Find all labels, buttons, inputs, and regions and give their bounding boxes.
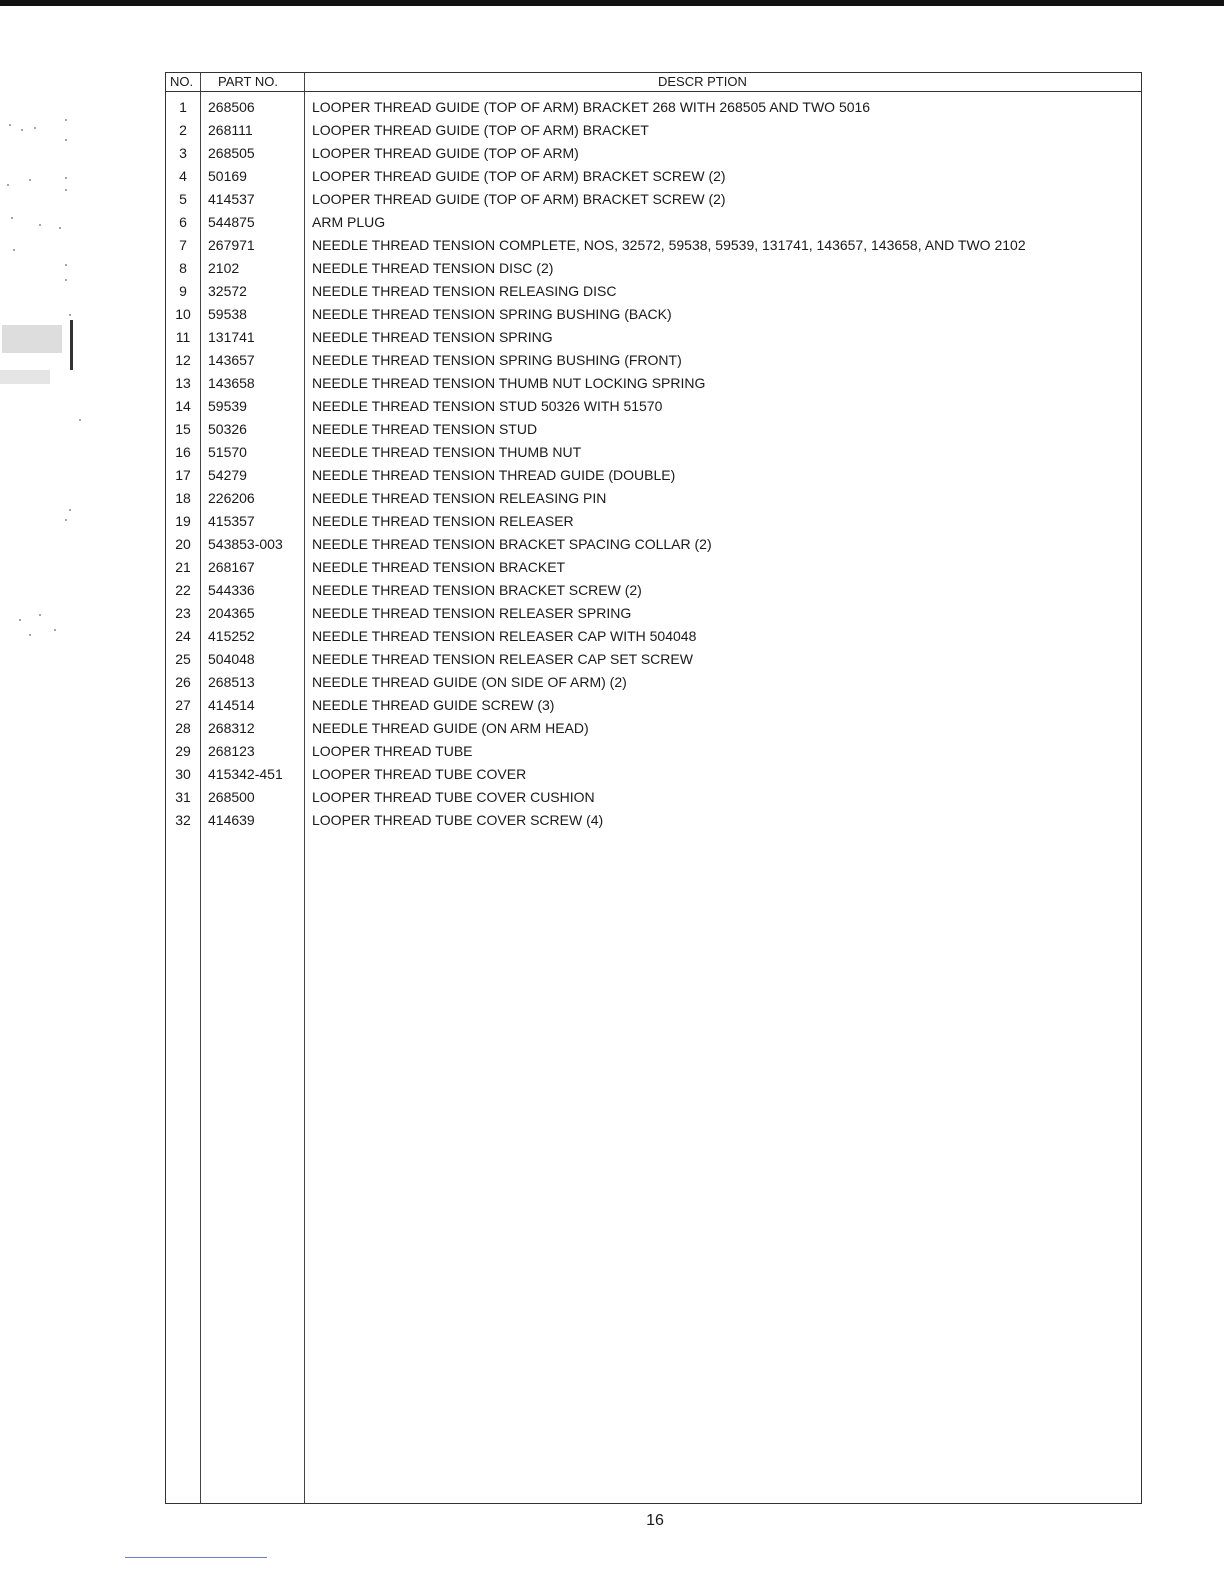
table-row	[166, 533, 1141, 556]
part-description: LOOPER THREAD GUIDE (TOP OF ARM) BRACKET SCREW (2)	[312, 191, 726, 207]
row-number: 8	[179, 260, 187, 276]
part-number: 50326	[208, 421, 247, 437]
row-number: 17	[175, 467, 191, 483]
row-number: 29	[175, 743, 191, 759]
parts-table	[165, 72, 1142, 1504]
part-number: 268167	[208, 559, 255, 575]
row-number: 9	[179, 283, 187, 299]
table-row	[166, 326, 1141, 349]
table-row	[166, 280, 1141, 303]
part-number: 544336	[208, 582, 255, 598]
part-description: LOOPER THREAD TUBE COVER SCREW (4)	[312, 812, 604, 828]
table-row	[166, 303, 1141, 326]
row-number: 30	[175, 766, 191, 782]
part-description: NEEDLE THREAD TENSION RELEASER CAP SET SCREW	[312, 651, 693, 667]
part-number: 415357	[208, 513, 255, 529]
page-number: 16	[646, 1512, 664, 1529]
part-description: ARM PLUG	[312, 214, 386, 230]
row-number: 21	[175, 559, 191, 575]
table-row	[166, 188, 1141, 211]
table-row	[166, 119, 1141, 142]
row-number: 1	[179, 99, 187, 115]
part-description: NEEDLE THREAD TENSION RELEASING DISC	[312, 283, 617, 299]
bottom-underline	[125, 1557, 267, 1558]
row-number: 32	[175, 812, 191, 828]
part-number: 268111	[208, 122, 253, 138]
part-number: 267971	[208, 237, 255, 253]
part-number: 226206	[208, 490, 255, 506]
row-number: 24	[175, 628, 191, 644]
scan-noise-artifacts	[0, 100, 90, 660]
row-number: 15	[175, 421, 191, 437]
part-description: NEEDLE THREAD TENSION SPRING BUSHING (BACK)	[312, 306, 672, 322]
table-row	[166, 372, 1141, 395]
part-description: LOOPER THREAD GUIDE (TOP OF ARM) BRACKET SCREW (2)	[312, 168, 726, 184]
part-number: 268500	[208, 789, 255, 805]
part-number: 415342-451	[208, 766, 283, 782]
row-number: 5	[179, 191, 187, 207]
row-number: 10	[175, 306, 191, 322]
part-number: 414514	[208, 697, 255, 713]
row-number: 13	[175, 375, 191, 391]
part-description: NEEDLE THREAD GUIDE (ON SIDE OF ARM) (2)	[312, 674, 627, 690]
table-row	[166, 786, 1141, 809]
part-description: NEEDLE THREAD TENSION THREAD GUIDE (DOUBLE)	[312, 467, 676, 483]
table-row	[166, 763, 1141, 786]
row-number: 18	[175, 490, 191, 506]
part-description: NEEDLE THREAD TENSION RELEASER CAP WITH 504048	[312, 628, 697, 644]
table-row	[166, 694, 1141, 717]
part-description: NEEDLE THREAD TENSION BRACKET SCREW (2)	[312, 582, 642, 598]
header-part-no: PART NO.	[218, 74, 278, 89]
part-description: LOOPER THREAD TUBE	[312, 743, 473, 759]
table-row	[166, 487, 1141, 510]
part-description: NEEDLE THREAD TENSION RELEASER	[312, 513, 574, 529]
row-number: 6	[179, 214, 187, 230]
part-number: 204365	[208, 605, 255, 621]
part-description: NEEDLE THREAD TENSION STUD 50326 WITH 51570	[312, 398, 663, 414]
part-number: 544875	[208, 214, 255, 230]
row-number: 19	[175, 513, 191, 529]
table-row	[166, 349, 1141, 372]
row-number: 26	[175, 674, 191, 690]
table-row	[166, 96, 1141, 119]
part-description: NEEDLE THREAD TENSION RELEASING PIN	[312, 490, 607, 506]
table-row	[166, 257, 1141, 280]
row-number: 7	[179, 237, 187, 253]
part-description: NEEDLE THREAD TENSION THUMB NUT LOCKING SPRING	[312, 375, 706, 391]
part-number: 414639	[208, 812, 255, 828]
table-row	[166, 418, 1141, 441]
table-row	[166, 740, 1141, 763]
part-description: LOOPER THREAD TUBE COVER CUSHION	[312, 789, 595, 805]
table-row	[166, 441, 1141, 464]
part-number: 32572	[208, 283, 247, 299]
row-number: 31	[175, 789, 191, 805]
table-row	[166, 671, 1141, 694]
table-row	[166, 165, 1141, 188]
table-row	[166, 809, 1141, 832]
row-number: 14	[175, 398, 191, 414]
part-description: NEEDLE THREAD GUIDE (ON ARM HEAD)	[312, 720, 589, 736]
part-number: 268513	[208, 674, 255, 690]
table-row	[166, 625, 1141, 648]
table-row	[166, 234, 1141, 257]
part-description: NEEDLE THREAD TENSION SPRING BUSHING (FRONT)	[312, 352, 682, 368]
part-number: 54279	[208, 467, 247, 483]
part-description: NEEDLE THREAD TENSION STUD	[312, 421, 538, 437]
part-number: 268123	[208, 743, 255, 759]
row-number: 23	[175, 605, 191, 621]
part-description: NEEDLE THREAD TENSION BRACKET	[312, 559, 566, 575]
top-border-rule	[0, 0, 1224, 6]
table-body	[166, 96, 1141, 832]
part-description: NEEDLE THREAD TENSION THUMB NUT	[312, 444, 582, 460]
row-number: 28	[175, 720, 191, 736]
table-row	[166, 510, 1141, 533]
part-number: 415252	[208, 628, 255, 644]
row-number: 3	[179, 145, 187, 161]
part-number: 268505	[208, 145, 255, 161]
table-row	[166, 579, 1141, 602]
table-row	[166, 464, 1141, 487]
part-description: NEEDLE THREAD TENSION BRACKET SPACING COLLAR (2)	[312, 536, 712, 552]
table-row	[166, 648, 1141, 671]
part-description: NEEDLE THREAD TENSION COMPLETE, NOS, 32572, 59538, 59539, 131741, 143657, 143658, AND TWO 2102	[312, 237, 1026, 253]
part-description: NEEDLE THREAD TENSION RELEASER SPRING	[312, 605, 632, 621]
part-description: LOOPER THREAD TUBE COVER	[312, 766, 527, 782]
part-number: 2102	[208, 260, 240, 276]
table-row	[166, 211, 1141, 234]
part-number: 143657	[208, 352, 255, 368]
row-number: 27	[175, 697, 191, 713]
row-number: 16	[175, 444, 191, 460]
part-description: NEEDLE THREAD TENSION DISC (2)	[312, 260, 554, 276]
row-number: 11	[175, 329, 191, 345]
part-number: 59539	[208, 398, 247, 414]
part-description: LOOPER THREAD GUIDE (TOP OF ARM)	[312, 145, 579, 161]
part-description: LOOPER THREAD GUIDE (TOP OF ARM) BRACKET 268 WITH 268505 AND TWO 5016	[312, 99, 871, 115]
part-number: 143658	[208, 375, 255, 391]
row-number: 2	[179, 122, 187, 138]
part-number: 268312	[208, 720, 255, 736]
row-number: 20	[175, 536, 191, 552]
part-description: NEEDLE THREAD GUIDE SCREW (3)	[312, 697, 555, 713]
row-number: 22	[175, 582, 191, 598]
row-number: 4	[179, 168, 187, 184]
part-number: 50169	[208, 168, 247, 184]
row-number: 12	[175, 352, 191, 368]
table-header	[166, 73, 1141, 92]
part-number: 543853-003	[208, 536, 283, 552]
part-number: 504048	[208, 651, 255, 667]
row-number: 25	[175, 651, 191, 667]
table-row	[166, 602, 1141, 625]
part-number: 414537	[208, 191, 255, 207]
table-row	[166, 717, 1141, 740]
part-description: LOOPER THREAD GUIDE (TOP OF ARM) BRACKET	[312, 122, 649, 138]
header-description: DESCR PTION	[658, 74, 747, 89]
table-row	[166, 556, 1141, 579]
header-no: NO.	[170, 74, 194, 89]
table-row	[166, 142, 1141, 165]
part-description: NEEDLE THREAD TENSION SPRING	[312, 329, 553, 345]
part-number: 59538	[208, 306, 247, 322]
part-number: 268506	[208, 99, 255, 115]
table-row	[166, 395, 1141, 418]
part-number: 51570	[208, 444, 247, 460]
part-number: 131741	[208, 329, 255, 345]
